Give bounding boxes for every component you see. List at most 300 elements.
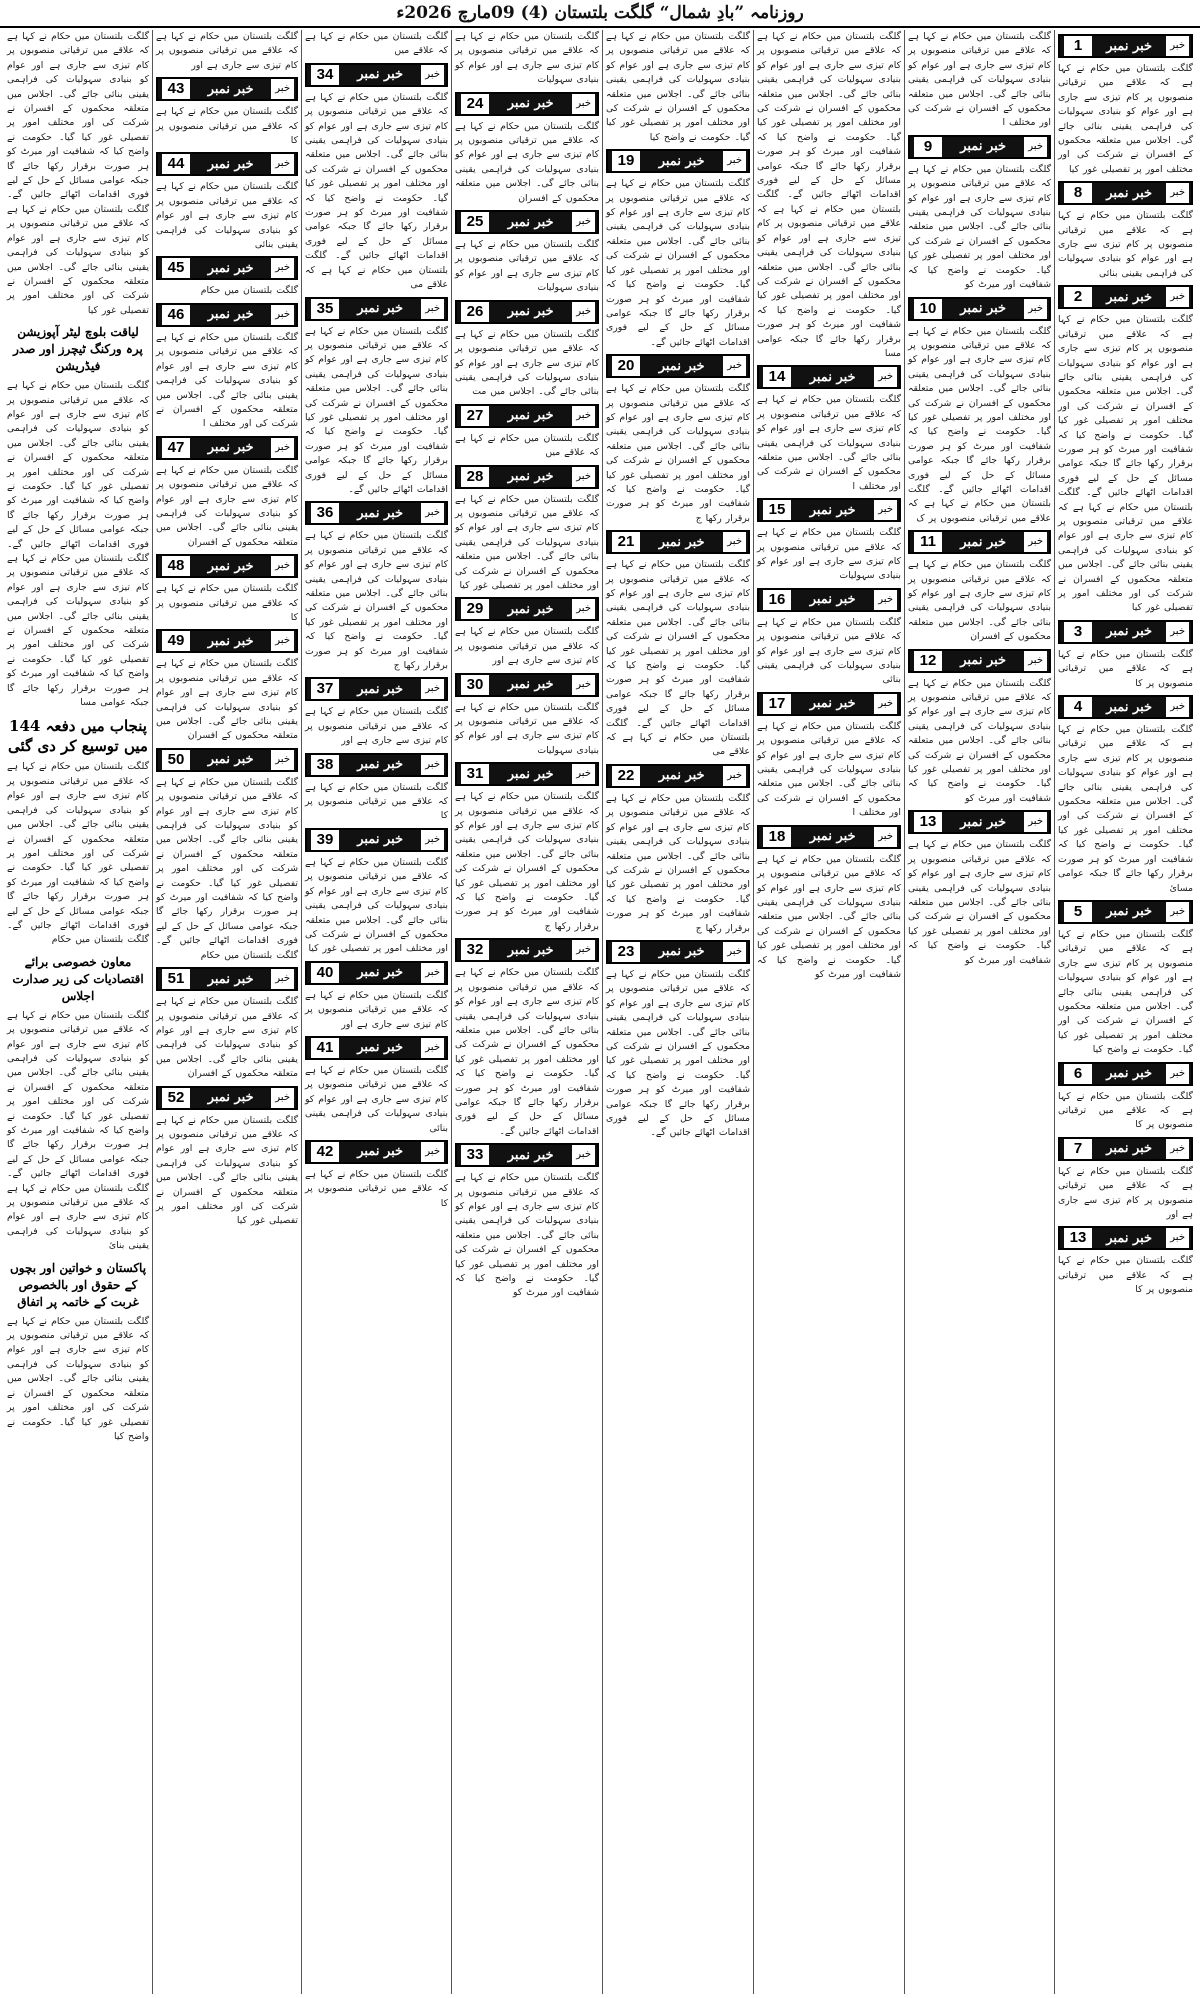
news-item <box>908 297 1051 527</box>
news-number: 14 <box>763 367 791 387</box>
news-label: خبر نمبر <box>357 1040 404 1056</box>
news-tag: خبر <box>421 755 444 775</box>
news-number: 46 <box>162 305 190 325</box>
news-tag: خبر <box>1024 651 1047 671</box>
news-item <box>305 828 448 957</box>
news-label: خبر نمبر <box>1106 1230 1153 1246</box>
news-label: خبر نمبر <box>658 534 705 550</box>
news-column <box>1054 30 1196 1994</box>
article-text: گلگت بلتستان میں حکام نے کہا ہے کہ علاقے میں ترقیاتی منصوبوں پر کا <box>156 106 298 147</box>
article-text: گلگت بلتستان میں حکام نے کہا ہے کہ علاقے میں ترقیاتی منصوبوں پر کام تیزی سے جاری ہے اور عوام کو بنیادی سہولیات کی فراہمی یقینی بنائی جائے گی۔ اجلاس میں متعلقہ محکموں کے افسران <box>455 120 599 204</box>
news-label: خبر نمبر <box>507 677 554 693</box>
news-number-header <box>305 1140 448 1164</box>
news-number-header <box>908 530 1051 554</box>
article-text: گلگت بلتستان میں حکام نے کہا ہے کہ علاقے میں ترقیاتی منصوبوں پر کا <box>156 583 298 623</box>
article-text: گلگت بلتستان میں حکام نے کہا ہے کہ علاقے میں ترقیاتی منصوبوں پر کام تیزی سے جاری ہے اور عوام کو بنیادی سہولیات کی فراہمی یقینی بنائی جائے گی۔ اجلاس میں متعلقہ محکموں کے افسران نے شرکت کی اور مختلف امور پر تفصیلی غور کیا گیا۔ حکومت نے واضح کیا کہ شفافیت اور میرٹ کو ہر صورت برقرار رکھا جائے گا جبکہ عوامی مسائل کے حل کے لیے فوری اقدامات اٹھائے جائیں گے۔ گلگت بلتستان میں حکام نے کہا ہے کہ علاقے می <box>606 559 750 758</box>
news-number-header <box>305 753 448 777</box>
news-item <box>908 135 1051 293</box>
article-text: گلگت بلتستان میں حکام نے کہا ہے کہ علاقے میں ترقیاتی منصوبوں پر کام تیزی سے جاری ہے اور عوام کو بنیادی سہولیات کی فراہمی یقینی بنائی جائے گی۔ اجلاس میں متعلقہ محکموں کے افسران نے شرکت کی اور مختلف امور پر تفصیلی غور کیا گیا۔ حکومت نے واضح کیا کہ شفافیت اور میرٹ کو ہر صورت برقرار رکھا جائے گا جبکہ عوامی مسائ <box>1058 724 1193 894</box>
news-tag: خبر <box>1166 697 1189 717</box>
news-number: 39 <box>311 830 339 850</box>
news-item <box>606 30 750 145</box>
news-item <box>156 629 298 743</box>
article-text: گلگت بلتستان میں حکام نے کہا ہے کہ علاقے میں ترقیاتی منصوبوں پر کام تیزی سے جاری ہے اور عوام کو بنیادی سہولیات کی فراہمی یقینی بنائی جائے گی۔ اجلاس میں متعلقہ محکموں کے افسران نے شرکت کی اور مختلف امور پر تفصیلی غور کیا گیا۔ حکومت نے واضح کیا <box>1058 928 1193 1056</box>
news-label: خبر نمبر <box>960 653 1007 669</box>
news-number-header <box>757 692 901 716</box>
article-text: گلگت بلتستان میں حکام نے کہا ہے کہ علاقے میں ترقیاتی منصوبوں پر کام تیزی سے جاری ہے اور عوام کو بنیادی سہولیات <box>455 31 599 86</box>
news-tag: خبر <box>271 631 294 651</box>
news-tag: خبر <box>1024 299 1047 319</box>
news-number-header <box>305 63 448 87</box>
news-label: خبر نمبر <box>960 814 1007 830</box>
news-item <box>305 501 448 673</box>
headline: پنجاب میں دفعہ 144 میں توسیع کر دی گئی <box>8 717 148 756</box>
article-text: گلگت بلتستان میں حکام نے کہا ہے کہ علاقے میں ترقیاتی منصوبوں پر کام تیزی سے جاری ہے اور عوام کو بنیادی سہولیات کی فراہمی یقینی بنائی جائے گی۔ اجلاس میں متعلقہ محکموں کے افسران <box>156 996 298 1080</box>
news-number: 29 <box>461 599 489 619</box>
news-number: 25 <box>461 212 489 232</box>
news-label: خبر نمبر <box>1106 624 1153 640</box>
news-label: خبر نمبر <box>1106 904 1153 920</box>
news-item <box>7 1260 149 1311</box>
news-number-header <box>455 404 599 428</box>
article-text: گلگت بلتستان میں حکام نے کہا ہے کہ علاقے میں ترقیاتی منصوبوں پر کام تیزی سے جاری ہے اور عوام کو بنیادی سہولیات کی فراہمی یقینی بنائی جائے گی۔ اجلاس میں متعلقہ محکموں کے افسران <box>156 658 298 742</box>
news-number-header <box>455 762 599 786</box>
news-tag: خبر <box>572 764 595 784</box>
news-item <box>455 300 599 400</box>
news-number: 37 <box>311 679 339 699</box>
news-item <box>455 938 599 1139</box>
news-number-header <box>455 1143 599 1167</box>
news-tag: خبر <box>572 406 595 426</box>
masthead: روزنامہ ”بادِ شمال“ گلگت بلتستان (4) 09مارچ 2026ء <box>0 0 1200 28</box>
news-label: خبر نمبر <box>960 301 1007 316</box>
article-text: گلگت بلتستان میں حکام نے کہا ہے کہ علاقے میں ترقیاتی منصوبوں پر کام تیزی سے جاری ہے اور <box>455 626 599 667</box>
news-number: 8 <box>1064 183 1092 203</box>
news-number-header <box>1058 695 1193 719</box>
news-item <box>606 940 750 1141</box>
news-number-header <box>305 961 448 985</box>
news-tag: خبر <box>874 827 897 847</box>
article-text: گلگت بلتستان میں حکام نے کہا ہے کہ علاقے میں ترقیاتی منصوبوں پر کام تیزی سے جاری ہے اور عوام کو بنیادی سہولیات کی فراہمی یقینی بنائی جائے گی۔ اجلاس میں متعلقہ محکموں کے افسران نے شرکت کی اور مختلف امور پر تفصیلی غور کیا گیا۔ حکومت نے واضح کیا کہ شفافیت اور میرٹ کو ہر صورت برقرار رکھا جائے گا جبکہ عوامی مسائل کے حل کے لیے فوری اقدامات اٹھائے جائیں گے۔ <box>455 967 599 1137</box>
article-text: گلگت بلتستان میں حکام نے کہا ہے کہ علاقے میں ترقیاتی منصوبوں پر کا <box>305 1168 448 1209</box>
news-column <box>451 30 602 1994</box>
article-text: گلگت بلتستان میں حکام نے کہا ہے کہ علاقے میں ترقیاتی منصوبوں پر کام تیزی سے جاری ہے اور عوام کو بنیادی سہولیات کی فراہمی یقینی بنائی جائے گی۔ اجلاس میں متعلقہ محکموں کے افسران نے شرکت کی اور مختلف امور پر تفصیلی غور کیا گیا۔ حکومت نے واضح کیا کہ شفافیت اور میرٹ کو ہر صورت برقرار رکھا ج <box>606 792 750 934</box>
news-number-header <box>156 629 298 653</box>
news-tag: خبر <box>421 503 444 523</box>
news-label: خبر نمبر <box>207 1090 254 1106</box>
news-tag: خبر <box>1166 902 1189 922</box>
news-number: 19 <box>612 151 640 171</box>
article-text: گلگت بلتستان میں حکام نے کہا ہے کہ علاقے میں ترقیاتی منصوبوں پر کا <box>1058 1255 1193 1296</box>
news-label: خبر نمبر <box>357 67 404 83</box>
news-number: 16 <box>763 590 791 610</box>
news-label: خبر نمبر <box>507 942 554 958</box>
article-text: گلگت بلتستان میں حکام نے کہا ہے کہ علاقے میں ترقیاتی منصوبوں پر کام تیزی سے جاری ہے اور عوام کو بنیادی سہولیات کی فراہمی یقینی بنائی جائے گی۔ اجلاس میں متعلقہ محکموں کے افسران نے شرکت کی اور مختلف ا <box>757 720 901 819</box>
news-item <box>156 77 298 148</box>
news-column <box>602 30 753 1994</box>
article-text: گلگت بلتستان میں حکام نے کہا ہے کہ علاقے میں ترقیاتی منصوبوں پر کام تیزی سے جاری ہے اور عوام کو بنیادی سہولیات کی فراہمی یقینی بنائی جائے گی۔ اجلاس میں متعلقہ محکموں کے افسران نے شرکت کی اور مختلف امور پر تفصیلی غور کیا گیا۔ حکومت نے واضح کیا کہ شفافیت اور میرٹ کو <box>908 839 1051 966</box>
news-tag: خبر <box>572 212 595 232</box>
news-label: خبر نمبر <box>658 768 705 784</box>
news-number-header <box>606 354 750 378</box>
article-text: گلگت بلتستان میں حکام نے کہا ہے کہ علاقے میں ترقیاتی منصوبوں پر کام تیزی سے جاری ہے اور عوام کو بنیادی سہولیات <box>455 701 599 756</box>
news-item <box>305 63 448 293</box>
news-number: 10 <box>914 299 942 319</box>
news-item <box>305 961 448 1032</box>
news-tag: خبر <box>421 963 444 983</box>
news-item <box>7 1009 149 1254</box>
news-item <box>305 753 448 824</box>
news-number: 6 <box>1064 1064 1092 1084</box>
article-text: گلگت بلتستان میں حکام نے کہا ہے کہ علاقے میں ترقیاتی منصوبوں پر کام تیزی سے جاری ہے اور عوام کو بنیادی سہولیات کی فراہمی یقینی بنائی جائے گی۔ اجلاس میں متعلقہ محکموں کے افسران نے شرکت کی اور مختلف امور پر تفصیلی غور کیا <box>1058 63 1193 175</box>
news-label: خبر نمبر <box>507 214 554 230</box>
news-item <box>455 404 599 461</box>
news-number-header <box>156 748 298 772</box>
headline: معاون خصوصی برائے اقتصادیات کی زیر صدارت اجلاس <box>12 954 144 1003</box>
news-number-header <box>305 677 448 701</box>
news-number-header <box>156 436 298 460</box>
news-label: خبر نمبر <box>207 752 254 768</box>
news-tag: خبر <box>1166 1064 1189 1084</box>
news-tag: خبر <box>874 590 897 610</box>
news-item <box>908 30 1051 131</box>
news-number: 15 <box>763 500 791 520</box>
news-number: 23 <box>612 942 640 962</box>
news-tag: خبر <box>421 299 444 319</box>
news-tag: خبر <box>271 154 294 174</box>
news-label: خبر نمبر <box>507 1147 554 1163</box>
article-text: گلگت بلتستان میں حکام نے کہا ہے کہ علاقے میں ترقیاتی منصوبوں پر کام تیزی سے جاری ہے اور عوام کو بنیادی سہولیات کی فراہمی یقینی بنائی جائے گی۔ اجلاس میں متعلقہ محکموں کے افسران نے شرکت کی اور مختلف امور پر تفصیلی غور کیا گیا۔ حکومت نے واضح کیا کہ شفافیت اور میرٹ کو ہر صورت برقرار رکھا جائے گا جبکہ عوامی مسائل کے حل کے لیے فوری اقدامات اٹھائے جائیں گے۔ <box>305 325 448 495</box>
headline: پاکستان و خواتین اور بچوں کے حقوق اور بالخصوص غربت کے خاتمہ پر اتفاق <box>9 1260 147 1309</box>
article-text: گلگت بلتستان میں حکام نے کہا ہے کہ علاقے میں ترقیاتی منصوبوں پر کام تیزی سے جاری ہے اور عوام کو بنیادی سہولیات کی فراہمی یقینی بنائی جائے گی۔ اجلاس میں متعلقہ محکموں کے افسران نے شرکت کی اور مختلف امور پر تفصیلی غور کیا گیا۔ حکومت نے واضح کیا کہ شفافیت اور میرٹ کو ہر صورت برقرار رکھا جائے گا جبکہ عوامی مسائل کے حل کے لیے فوری اقدامات اٹھائے جائیں گے۔ گلگت بلتستان میں حکام نے کہا ہے کہ علاقے میں ترقیاتی منصوبوں پر کام تیزی سے جاری ہے اور عوام کو بنیادی سہولیات کی فراہمی یقینی بنائی جائے گی۔ اجلاس میں متعلقہ محکموں کے افسران نے شرکت کی اور مختلف امور پر تفصیلی غور کیا <box>7 31 149 316</box>
news-tag: خبر <box>874 500 897 520</box>
news-number-header <box>1058 900 1193 924</box>
article-text: گلگت بلتستان میں حکام نے کہا ہے کہ علاقے میں ترقیاتی منصوبوں پر کام تیزی سے جاری ہے اور عوام کو بنیادی سہولیات کی فراہمی یقینی بنائی جائے گی۔ اجلاس میں متعلقہ محکموں کے افسران نے شرکت کی اور مختلف امور پر تفصیلی غور کیا گیا۔ حکومت نے واضح کیا کہ شفافیت اور میرٹ کو ہر صورت برقرار رکھا جائے گا جبکہ عوامی مسائل کے حل کے لیے فوری اقدامات اٹھائے جائیں گے۔ گلگت بلتستان میں حکام نے کہا ہے کہ علاقے میں ترقیاتی منصوبوں پر کام تیزی سے جاری ہے اور عوام کو بنیادی سہولیات کی فراہمی یقینی بنائی جائے گی۔ اجلاس میں متعلقہ محکموں کے افسران نے شرکت کی اور مختلف امور پر تفصیلی غور کیا <box>1058 314 1193 614</box>
news-number-header <box>908 135 1051 159</box>
news-label: خبر نمبر <box>658 153 705 169</box>
news-item <box>455 465 599 594</box>
news-label: خبر نمبر <box>207 307 254 323</box>
news-tag: خبر <box>421 679 444 699</box>
news-tag: خبر <box>271 305 294 325</box>
news-item <box>757 498 901 584</box>
news-number-header <box>1058 1226 1193 1250</box>
news-number-header <box>908 810 1051 834</box>
news-number: 33 <box>461 1145 489 1165</box>
article-text: گلگت بلتستان میں حکام نے کہا ہے کہ علاقے میں ترقیاتی منصوبوں پر کام تیزی سے جاری ہے اور عوام کو بنیادی سہولیات کی فراہمی یقینی بنائی <box>156 181 298 251</box>
news-tag: خبر <box>1166 1228 1189 1248</box>
article-text: گلگت بلتستان میں حکام نے کہا ہے کہ علاقے میں ترقیاتی منصوبوں پر کام تیزی سے جاری ہے اور عوام کو بنیادی سہولیات کی فراہمی یقینی بنائی جائے گی۔ اجلاس میں متعلقہ محکموں کے افسران نے شرکت کی اور مختلف امور پر تفصیلی غور کیا گیا۔ حکومت نے واضح کیا کہ شفافیت اور میرٹ کو ہر صورت برقرار رکھا جائے گا جبکہ عوامی مسائل کے حل کے لیے فوری اقدامات اٹھائے جائیں گے۔ گلگت بلتستان میں حکام نے کہا ہے کہ علاقے میں ترقیاتی منصوبوں پر کام تیزی سے جاری ہے اور عوام کو بنیادی سہولیات کی فراہمی یقینی بنائی جائے گی۔ اجلاس میں متعلقہ محکموں کے افسران نے شرکت کی اور مختلف امور پر تفصیلی غور کیا گیا۔ حکومت نے واضح کیا کہ شفافیت اور میرٹ کو ہر صورت برقرار رکھا جائے گا جبکہ عوامی مسا <box>7 380 149 709</box>
news-item <box>156 152 298 252</box>
news-tag: خبر <box>271 438 294 458</box>
news-item <box>757 30 901 361</box>
news-number-header <box>455 210 599 234</box>
news-number-header <box>156 256 298 280</box>
news-number-header <box>156 77 298 101</box>
article-text: گلگت بلتستان میں حکام نے کہا ہے کہ علاقے میں ترقیاتی منصوبوں پر کام تیزی سے جاری ہے اور عوام کو بنیادی سہولیات کی فراہمی یقینی بنائی جائے گی۔ اجلاس میں متعلقہ محکموں کے افسران نے شرکت کی اور مختلف ا <box>908 31 1051 129</box>
news-item <box>156 748 298 963</box>
news-tag: خبر <box>1024 532 1047 552</box>
news-item <box>1058 1062 1193 1133</box>
news-label: خبر نمبر <box>658 358 705 374</box>
news-number: 17 <box>763 694 791 714</box>
news-number: 9 <box>914 137 942 157</box>
news-item <box>7 954 149 1005</box>
news-tag: خبر <box>421 1142 444 1162</box>
article-text: گلگت بلتستان میں حکام نے کہا ہے کہ علاقے میں ترقیاتی منصوبوں پر کام تیزی سے جاری ہے اور عوام کو بنیادی سہولیات کی فراہمی یقینی بنائی جائے گی۔ اجلاس میں متعلقہ محکموں کے افسران <box>156 464 298 548</box>
news-item <box>1058 1137 1193 1223</box>
article-text: گلگت بلتستان میں حکام نے کہا ہے کہ علاقے میں ترقیاتی منصوبوں پر کام تیزی سے جاری ہے اور عوام کو بنیادی سہولیات کی فراہمی یقینی بنائی جائے گی۔ اجلاس میں متعلقہ محکموں کے افسران <box>908 559 1051 643</box>
news-number-header <box>156 152 298 176</box>
news-item <box>305 1036 448 1136</box>
news-number-header <box>606 149 750 173</box>
news-number: 45 <box>162 258 190 278</box>
news-label: خبر نمبر <box>207 260 254 276</box>
news-label: خبر نمبر <box>357 301 404 316</box>
news-item <box>1058 695 1193 896</box>
article-text: گلگت بلتستان میں حکام نے کہا ہے کہ علاقے میں ترقیاتی منصوبوں پر کام تیزی سے جاری ہے اور عوام کو بنیادی سہولیات کی فراہمی یقینی بنائی جائے گی۔ اجلاس میں متعلقہ محکموں کے افسران نے شرکت کی اور مختلف امور پر تفصیلی غور کیا گیا۔ حکومت نے واضح کیا کہ شفافیت اور میرٹ کو ہر صورت برقرار رکھا ج <box>455 791 599 932</box>
news-number-header <box>156 554 298 578</box>
news-item <box>1058 900 1193 1058</box>
news-label: خبر نمبر <box>357 832 404 848</box>
news-number: 28 <box>461 467 489 487</box>
article-text: گلگت بلتستان میں حکام نے کہا ہے کہ علاقے میں ترقیاتی منصوبوں پر کام تیزی سے جاری ہے اور عوام کو بنیادی سہولیات کی فراہمی یقینی بنائی جائے گی۔ اجلاس میں متعلقہ محکموں کے افسران نے شرکت کی اور مختلف امور پر تفصیلی غور کیا گیا۔ حکومت نے واضح کیا کہ شفافیت اور میرٹ کو ہر صورت برقرار رکھا جائے گا جبکہ عوامی مسائل کے حل کے لیے فوری اقدامات اٹھائے جائیں گے۔ گلگت بلتستان میں حکام نے کہا ہے کہ علاقے میں ترقیاتی منصوبوں پر کام تیزی سے جاری ہے اور عوام کو بنیادی سہولیات کی فراہمی یقینی بنائی جائے گی۔ اجلاس میں متعلقہ محکموں کے افسران نے شرکت کی اور مختلف امور پر تفصیلی غور کیا گیا۔ حکومت نے واضح کیا کہ شفافیت اور میرٹ کو ہر صورت برقرار رکھا جائے گا جبکہ عوامی مسا <box>757 31 901 359</box>
news-number-header <box>908 297 1051 321</box>
news-number: 30 <box>461 675 489 695</box>
news-label: خبر نمبر <box>1106 1066 1153 1082</box>
news-number-header <box>156 967 298 991</box>
article-text: گلگت بلتستان میں حکام نے کہا ہے کہ علاقے میں ترقیاتی منصوبوں پر کام تیزی سے جاری ہے اور عوام کو بنیادی سہولیات کی فراہمی یقینی بنائی جائے گی۔ اجلاس میں متعلقہ محکموں کے افسران نے شرکت کی اور مختلف امور پر تفصیلی غور کیا گیا۔ حکومت نے واضح کیا کہ شفافیت اور میرٹ کو <box>908 677 1051 804</box>
news-item <box>1058 620 1193 691</box>
news-item <box>305 30 448 59</box>
news-label: خبر نمبر <box>207 81 254 97</box>
news-tag: خبر <box>723 532 746 552</box>
news-item <box>908 810 1051 968</box>
news-label: خبر نمبر <box>809 502 856 518</box>
news-item <box>156 30 298 73</box>
article-text: گلگت بلتستان میں حکام نے کہا ہے کہ علاقے میں ترقیاتی منصوبوں پر کام تیزی سے جاری ہے اور عوام کو بنیادی سہولیات کی فراہمی یقینی بنائی جائے گی۔ اجلاس میں متعلقہ محکموں کے افسران نے شرکت کی اور مختلف امور پر تفصیلی غور کیا گیا۔ حکومت نے واضح کیا کہ شفافیت اور میرٹ کو ہر صورت برقرار رکھا جائے گا جبکہ عوامی مسائل کے حل کے لیے فوری اقدامات اٹھائے جائیں گے۔ گلگت بلتستان میں حکام <box>156 776 298 961</box>
news-number: 7 <box>1064 1139 1092 1159</box>
news-number-header <box>757 365 901 389</box>
news-number-header <box>1058 285 1193 309</box>
news-number-header <box>908 649 1051 673</box>
news-tag: خبر <box>1024 137 1047 157</box>
article-text: گلگت بلتستان میں حکام نے کہا ہے کہ علاقے میں ترقیاتی منصوبوں پر کام تیزی سے جاری ہے اور عوام کو بنیادی سہولیات کی فراہمی یقینی بنائی جائے گی۔ اجلاس میں متعلقہ محکموں کے افسران نے شرکت کی اور مختلف امور پر تفصیلی غور کیا <box>305 856 448 955</box>
news-number: 13 <box>1064 1228 1092 1248</box>
article-text: گلگت بلتستان میں حکام نے کہا ہے کہ علاقے میں ترقیاتی منصوبوں پر کا <box>305 781 448 822</box>
news-number-header <box>156 303 298 327</box>
news-number: 44 <box>162 154 190 174</box>
news-label: خبر نمبر <box>658 944 705 960</box>
news-label: خبر نمبر <box>960 139 1007 155</box>
news-label: خبر نمبر <box>1106 699 1153 715</box>
news-number: 47 <box>162 438 190 458</box>
news-item <box>7 716 149 756</box>
news-column <box>152 30 301 1994</box>
news-item <box>606 354 750 526</box>
news-number: 5 <box>1064 902 1092 922</box>
news-number: 49 <box>162 631 190 651</box>
news-number-header <box>455 597 599 621</box>
news-tag: خبر <box>271 969 294 989</box>
news-item <box>156 436 298 550</box>
news-label: خبر نمبر <box>507 601 554 617</box>
article-text: گلگت بلتستان میں حکام نے کہا ہے کہ علاقے میں ترقیاتی منصوبوں پر کام تیزی سے جاری ہے اور عوام کو بنیادی سہولیات کی فراہمی یقینی بنائی جائے گی۔ اجلاس میں متعلقہ محکموں کے افسران نے شرکت کی اور مختلف امور پر تفصیلی غور کیا گیا۔ حکومت نے واضح کیا <box>7 1315 149 1442</box>
article-text: گلگت بلتستان میں حکام نے کہا ہے کہ علاقے میں ترقیاتی منصوبوں پر کا <box>1058 648 1193 689</box>
article-text: گلگت بلتستان میں حکام نے کہا ہے کہ علاقے میں ترقیاتی منصوبوں پر کام تیزی سے جاری ہے اور عوام کو بنیادی سہولیات کی فراہمی یقینی بنائی <box>1058 210 1193 279</box>
news-label: خبر نمبر <box>1106 38 1153 54</box>
news-item <box>455 597 599 668</box>
news-number-header <box>757 825 901 849</box>
news-number: 51 <box>162 969 190 989</box>
news-tag: خبر <box>421 1038 444 1058</box>
article-text: گلگت بلتستان میں حکام نے کہا ہے کہ علاقے میں ترقیاتی منصوبوں پر کا <box>1058 1090 1193 1131</box>
news-tag: خبر <box>723 151 746 171</box>
news-item <box>757 692 901 821</box>
news-number: 12 <box>914 651 942 671</box>
news-label: خبر نمبر <box>207 558 254 574</box>
article-text: گلگت بلتستان میں حکام نے کہا ہے کہ علاقے میں ترقیاتی منصوبوں پر کام تیزی سے جاری ہے اور عوام کو بنیادی سہولیات کی فراہمی یقینی بنائی <box>757 616 901 686</box>
article-text: گلگت بلتستان میں حکام نے کہا ہے کہ علاقے میں <box>305 31 448 57</box>
news-tag: خبر <box>1166 287 1189 307</box>
news-label: خبر نمبر <box>507 469 554 485</box>
news-number: 3 <box>1064 622 1092 642</box>
article-text: گلگت بلتستان میں حکام نے کہا ہے کہ علاقے میں ترقیاتی منصوبوں پر کام تیزی سے جاری ہے اور <box>305 706 448 747</box>
news-number: 18 <box>763 827 791 847</box>
news-tag: خبر <box>572 467 595 487</box>
news-number-header <box>455 300 599 324</box>
news-number: 48 <box>162 556 190 576</box>
news-label: خبر نمبر <box>1106 1141 1153 1157</box>
article-text: گلگت بلتستان میں حکام نے کہا ہے کہ علاقے میں ترقیاتی منصوبوں پر کام تیزی سے جاری ہے اور <box>1058 1165 1193 1220</box>
news-tag: خبر <box>1166 622 1189 642</box>
news-item <box>305 297 448 498</box>
news-column <box>904 30 1054 1994</box>
news-tag: خبر <box>572 302 595 322</box>
news-item <box>7 379 149 710</box>
news-number-header <box>305 297 448 321</box>
article-text: گلگت بلتستان میں حکام نے کہا ہے کہ علاقے میں ترقیاتی منصوبوں پر کام تیزی سے جاری ہے اور عوام کو بنیادی سہولیات کی فراہمی یقینی بنائی جائے گی۔ اجلاس میں متعلقہ محکموں کے افسران نے شرکت کی اور مختلف ا <box>757 394 901 492</box>
news-number-header <box>455 465 599 489</box>
news-label: خبر نمبر <box>507 304 554 320</box>
news-label: خبر نمبر <box>809 592 856 608</box>
article-text: گلگت بلتستان میں حکام نے کہا ہے کہ علاقے میں ترقیاتی منصوبوں پر کام تیزی سے جاری ہے اور عوام کو بنیادی سہولیات کی فراہمی یقینی بنائی جائے گی۔ اجلاس میں متعلقہ محکموں کے افسران نے شرکت کی اور مختلف امور پر تفصیلی غور کیا گیا۔ حکومت نے واضح کیا کہ شفافیت اور میرٹ کو ہر صورت برقرار رکھا جائے گا جبکہ عوامی مسائل کے حل کے لیے فوری اقدامات اٹھائے جائیں گے۔ گلگت بلتستان میں حکام نے کہا ہے کہ علاقے میں ترقیاتی منصوبوں پر ک <box>908 325 1051 524</box>
news-item <box>305 677 448 748</box>
news-number: 41 <box>311 1038 339 1058</box>
news-label: خبر نمبر <box>357 681 404 697</box>
news-column <box>301 30 451 1994</box>
news-label: خبر نمبر <box>809 696 856 712</box>
news-number: 38 <box>311 755 339 775</box>
news-item <box>606 764 750 936</box>
article-text: گلگت بلتستان میں حکام نے کہا ہے کہ علاقے میں ترقیاتی منصوبوں پر کام تیزی سے جاری ہے اور عوام کو بنیادی سہولیات کی فراہمی یقینی بنائی جائے گی۔ اجلاس میں متعلقہ محکموں کے افسران نے شرکت کی اور مختلف امور پر تفصیلی غور کیا گیا۔ حکومت نے واضح کیا کہ شفافیت اور میرٹ کو ہر صورت برقرار رکھا ج <box>305 530 448 672</box>
news-tag: خبر <box>572 940 595 960</box>
article-text: گلگت بلتستان میں حکام نے کہا ہے کہ علاقے میں ترقیاتی منصوبوں پر کام تیزی سے جاری ہے اور عوام کو بنیادی سہولیات <box>757 527 901 582</box>
news-number-header <box>455 92 599 116</box>
news-item <box>455 1143 599 1301</box>
news-number: 11 <box>914 532 942 552</box>
news-tag: خبر <box>271 258 294 278</box>
article-text: گلگت بلتستان میں حکام نے کہا ہے کہ علاقے میں ترقیاتی منصوبوں پر کام تیزی سے جاری ہے اور عوام کو بنیادی سہولیات کی فراہمی یقینی بنائی جائے گی۔ اجلاس میں متعلقہ محکموں کے افسران نے شرکت کی اور مختلف امور پر تفصیلی غور کیا <box>455 493 599 591</box>
news-item <box>757 365 901 494</box>
news-number: 40 <box>311 963 339 983</box>
news-number-header <box>606 530 750 554</box>
news-tag: خبر <box>874 694 897 714</box>
news-number: 31 <box>461 764 489 784</box>
news-item <box>757 588 901 688</box>
news-tag: خبر <box>271 556 294 576</box>
news-label: خبر نمبر <box>507 766 554 782</box>
news-number-header <box>606 940 750 964</box>
article-text: گلگت بلتستان میں حکام نے کہا ہے کہ علاقے میں ترقیاتی منصوبوں پر کام تیزی سے جاری ہے اور عوام کو بنیادی سہولیات کی فراہمی یقینی بنائی جائے گی۔ اجلاس میں مت <box>455 328 599 398</box>
news-label: خبر نمبر <box>507 408 554 424</box>
news-item <box>156 967 298 1081</box>
news-label: خبر نمبر <box>357 1144 404 1160</box>
news-label: خبر نمبر <box>207 971 254 987</box>
news-tag: خبر <box>271 1088 294 1108</box>
news-item <box>455 210 599 296</box>
news-column <box>753 30 904 1994</box>
news-item <box>1058 34 1193 177</box>
news-item <box>7 760 149 947</box>
news-number-header <box>1058 34 1193 58</box>
news-item <box>455 30 599 88</box>
article-text: گلگت بلتستان میں حکام نے کہا ہے کہ علاقے میں <box>455 432 599 459</box>
news-number: 20 <box>612 356 640 376</box>
news-number-header <box>1058 620 1193 644</box>
news-number: 52 <box>162 1088 190 1108</box>
news-item <box>7 1315 149 1445</box>
news-item <box>908 649 1051 807</box>
news-tag: خبر <box>421 65 444 85</box>
news-number: 13 <box>914 812 942 832</box>
news-label: خبر نمبر <box>1106 289 1153 305</box>
news-tag: خبر <box>271 79 294 99</box>
article-text: گلگت بلتستان میں حکام نے کہا ہے کہ علاقے میں ترقیاتی منصوبوں پر کام تیزی سے جاری ہے اور عوام کو بنیادی سہولیات <box>455 239 599 294</box>
news-label: خبر نمبر <box>507 96 554 112</box>
news-item <box>156 1086 298 1229</box>
news-tag: خبر <box>723 356 746 376</box>
article-text: گلگت بلتستان میں حکام نے کہا ہے کہ علاقے میں ترقیاتی منصوبوں پر کام تیزی سے جاری ہے اور عوام کو بنیادی سہولیات کی فراہمی یقینی بنائی <box>305 1064 448 1134</box>
article-text: گلگت بلتستان میں حکام نے کہا ہے کہ علاقے میں ترقیاتی منصوبوں پر کام تیزی سے جاری ہے اور عوام کو بنیادی سہولیات کی فراہمی یقینی بنائی جائے گی۔ اجلاس میں متعلقہ محکموں کے افسران نے شرکت کی اور مختلف امور پر تفصیلی غور کیا گیا۔ حکومت نے واضح کیا کہ شفافیت اور میرٹ کو <box>757 853 901 980</box>
news-number-header <box>606 764 750 788</box>
news-item <box>1058 1226 1193 1297</box>
news-number: 26 <box>461 302 489 322</box>
news-number: 22 <box>612 766 640 786</box>
article-text: گلگت بلتستان میں حکام نے کہا ہے کہ علاقے میں ترقیاتی منصوبوں پر کام تیزی سے جاری ہے اور عوام کو بنیادی سہولیات کی فراہمی یقینی بنائی جائے گی۔ اجلاس میں متعلقہ محکموں کے افسران نے شرکت کی اور مختلف امور پر تفصیلی غور کیا گیا۔ حکومت نے واضح کیا <box>606 31 750 143</box>
headline: لیاقت بلوچ لیٹر آپوزیشن پرہ ورکنگ ٹیچرز اور صدر فیڈریشن <box>13 325 143 374</box>
news-tag: خبر <box>572 675 595 695</box>
news-label: خبر نمبر <box>1106 185 1153 201</box>
news-tag: خبر <box>572 94 595 114</box>
news-item <box>455 92 599 206</box>
news-column <box>4 30 152 1994</box>
news-item <box>606 530 750 760</box>
news-number-header <box>305 828 448 852</box>
news-label: خبر نمبر <box>357 505 404 521</box>
news-number-header <box>1058 1137 1193 1161</box>
news-item <box>908 530 1051 644</box>
news-number-header <box>156 1086 298 1110</box>
news-item <box>7 30 149 318</box>
news-tag: خبر <box>572 599 595 619</box>
article-text: گلگت بلتستان میں حکام نے کہا ہے کہ علاقے میں ترقیاتی منصوبوں پر کام تیزی سے جاری ہے اور عوام کو بنیادی سہولیات کی فراہمی یقینی بنائی جائے گی۔ اجلاس میں متعلقہ محکموں کے افسران نے شرکت کی اور مختلف امور پر تفصیلی غور کیا گیا۔ حکومت نے واضح کیا کہ شفافیت اور میرٹ کو ہر صورت برقرار رکھا جائے گا جبکہ عوامی مسائل کے حل کے لیے فوری اقدامات اٹھائے جائیں گے۔ <box>606 968 750 1139</box>
news-item <box>455 762 599 934</box>
news-item <box>7 324 149 375</box>
news-tag: خبر <box>1166 1139 1189 1159</box>
news-tag: خبر <box>1166 183 1189 203</box>
news-number: 42 <box>311 1142 339 1162</box>
